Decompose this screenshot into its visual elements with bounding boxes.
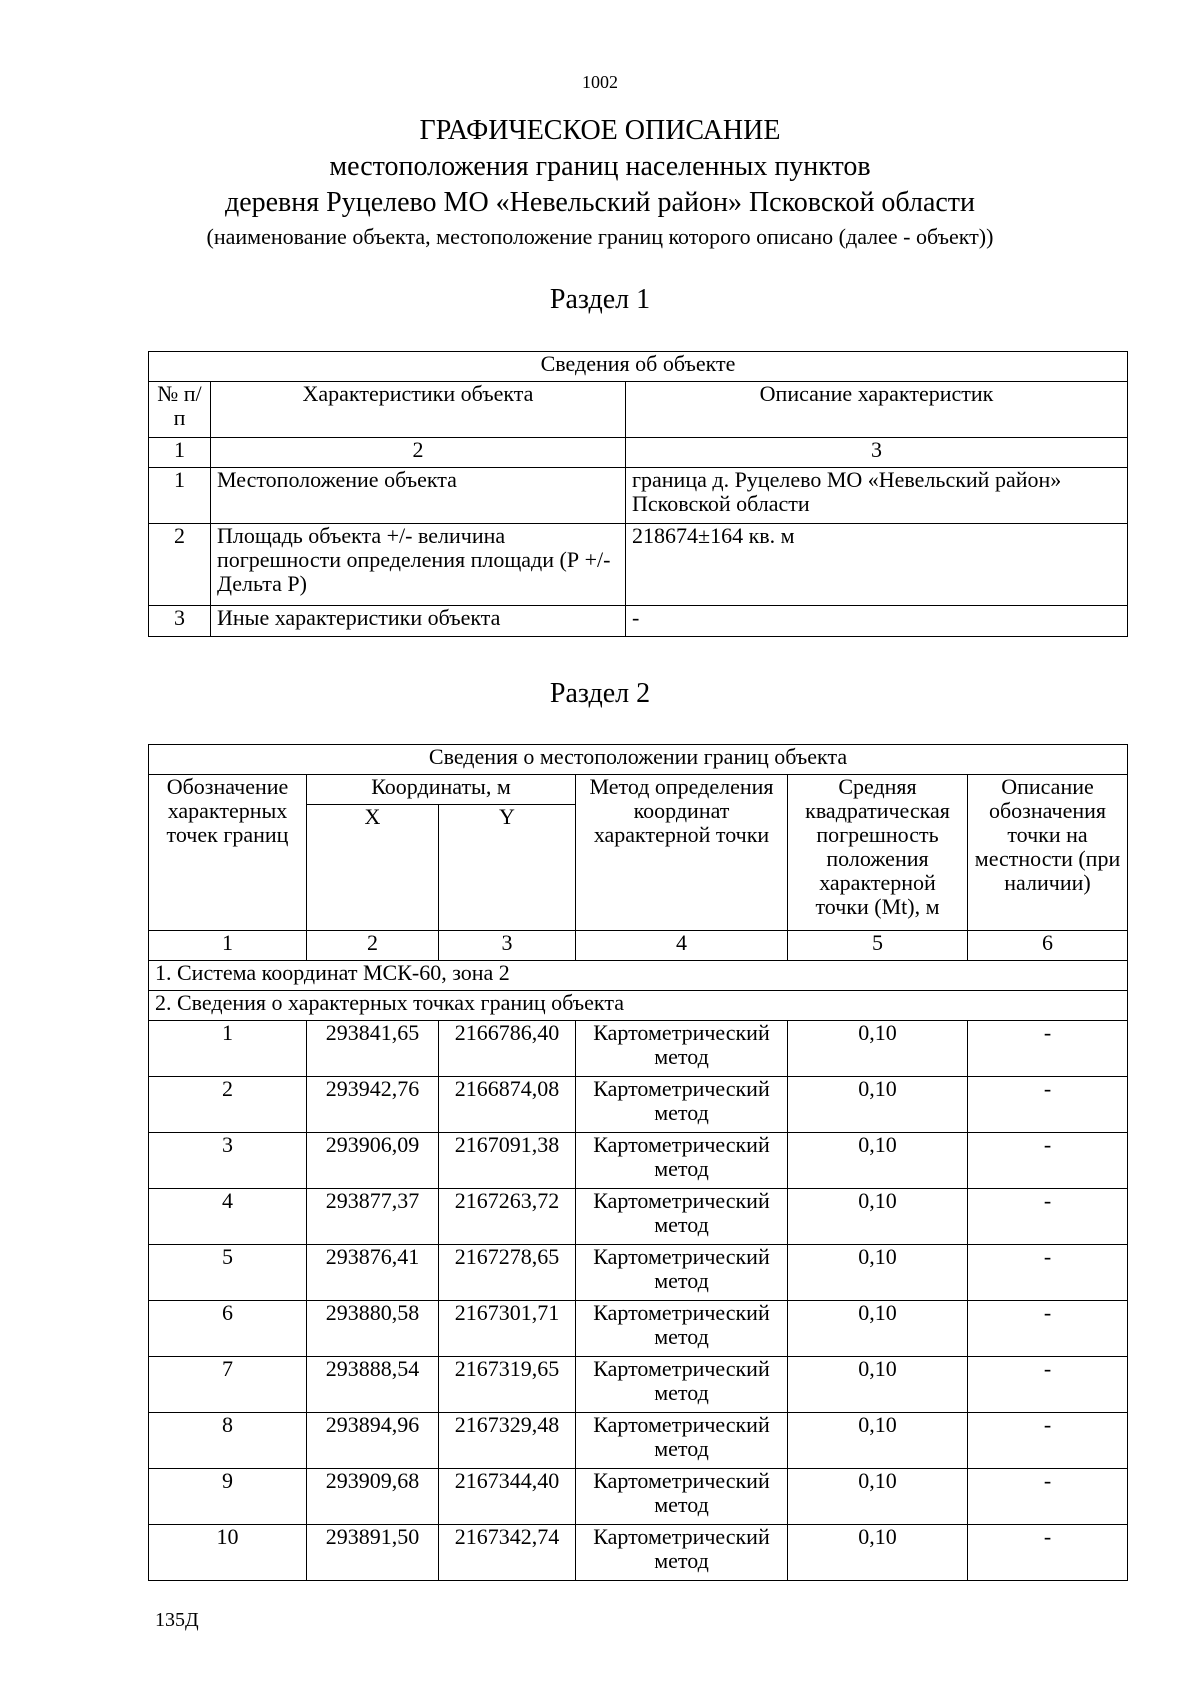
characteristic-name: Иные характеристики объекта [211, 606, 626, 637]
coordinate-x: 293894,96 [307, 1413, 439, 1469]
coordinate-x: 293888,54 [307, 1357, 439, 1413]
point-description: - [968, 1301, 1128, 1357]
coordinate-y: 2167091,38 [439, 1133, 576, 1189]
mean-square-error: 0,10 [788, 1189, 968, 1245]
column-header: Характеристики объекта [211, 382, 626, 438]
method: Картометрический метод [576, 1189, 788, 1245]
column-index: 4 [576, 931, 788, 961]
column-header: Описание характеристик [626, 382, 1128, 438]
coordinate-x: 293909,68 [307, 1469, 439, 1525]
coordinate-x: 293942,76 [307, 1077, 439, 1133]
coordinate-x: 293880,58 [307, 1301, 439, 1357]
method: Картометрический метод [576, 1525, 788, 1581]
method: Картометрический метод [576, 1469, 788, 1525]
row-number: 1 [149, 468, 211, 524]
row-number: 2 [149, 524, 211, 606]
column-header: Y [439, 805, 576, 931]
column-index: 6 [968, 931, 1128, 961]
method: Картометрический метод [576, 1357, 788, 1413]
column-index: 5 [788, 931, 968, 961]
column-index: 2 [211, 438, 626, 468]
coordinate-y: 2166786,40 [439, 1021, 576, 1077]
point-description: - [968, 1357, 1128, 1413]
points-body [149, 1021, 1128, 1581]
row-number: 3 [149, 606, 211, 637]
object-name-note: (наименование объекта, местоположение границ которого описано (далее - объект)) [206, 224, 994, 249]
characteristic-value: 218674±164 кв. м [626, 524, 1128, 606]
coordinate-y: 2167329,48 [439, 1413, 576, 1469]
column-header: Обозначение характерных точек границ [149, 775, 307, 931]
coordinate-y: 2167342,74 [439, 1525, 576, 1581]
point-number: 5 [149, 1245, 307, 1301]
table-caption: Сведения об объекте [149, 352, 1128, 382]
method: Картометрический метод [576, 1301, 788, 1357]
point-number: 3 [149, 1133, 307, 1189]
mean-square-error: 0,10 [788, 1357, 968, 1413]
mean-square-error: 0,10 [788, 1133, 968, 1189]
table-row [149, 468, 1128, 524]
column-index: 1 [149, 931, 307, 961]
point-number: 9 [149, 1469, 307, 1525]
column-index: 1 [149, 438, 211, 468]
table-row [149, 1077, 1128, 1133]
column-index: 2 [307, 931, 439, 961]
point-description: - [968, 1077, 1128, 1133]
characteristic-value: - [626, 606, 1128, 637]
coordinate-system-row: 1. Система координат МСК-60, зона 2 [149, 961, 1128, 991]
column-header: Координаты, м [307, 775, 576, 805]
table-caption: Сведения о местоположении границ объекта [149, 745, 1128, 775]
point-description: - [968, 1133, 1128, 1189]
mean-square-error: 0,10 [788, 1077, 968, 1133]
coordinate-x: 293891,50 [307, 1525, 439, 1581]
point-number: 2 [149, 1077, 307, 1133]
method: Картометрический метод [576, 1413, 788, 1469]
column-index: 3 [626, 438, 1128, 468]
coordinate-x: 293877,37 [307, 1189, 439, 1245]
characteristic-name: Площадь объекта +/- величина погрешности определения площади (Р +/- Дельта Р) [211, 524, 626, 606]
table-row [149, 1357, 1128, 1413]
mean-square-error: 0,10 [788, 1525, 968, 1581]
table-row [149, 1189, 1128, 1245]
method: Картометрический метод [576, 1133, 788, 1189]
method: Картометрический метод [576, 1021, 788, 1077]
point-number: 6 [149, 1301, 307, 1357]
mean-square-error: 0,10 [788, 1469, 968, 1525]
table-row [149, 1021, 1128, 1077]
column-header: Средняя квадратическая погрешность положения характерной точки (Мt), м [788, 775, 968, 931]
column-header: № п/п [149, 382, 211, 438]
table-row [149, 606, 1128, 637]
table-row [149, 1525, 1128, 1581]
point-description: - [968, 1245, 1128, 1301]
column-header: Описание обозначения точки на местности (при наличии) [968, 775, 1128, 931]
point-description: - [968, 1525, 1128, 1581]
document-title-line-2: местоположения границ населенных пунктов [329, 151, 871, 182]
column-index: 3 [439, 931, 576, 961]
method: Картометрический метод [576, 1077, 788, 1133]
coordinate-y: 2167319,65 [439, 1357, 576, 1413]
characteristic-name: Местоположение объекта [211, 468, 626, 524]
mean-square-error: 0,10 [788, 1245, 968, 1301]
column-header: Метод определения координат характерной точки [576, 775, 788, 931]
table-row [149, 1245, 1128, 1301]
section-2-heading: Раздел 2 [549, 678, 651, 709]
table-row [149, 1301, 1128, 1357]
point-number: 10 [149, 1525, 307, 1581]
mean-square-error: 0,10 [788, 1301, 968, 1357]
column-header: X [307, 805, 439, 931]
object-info-table [148, 351, 1128, 637]
mean-square-error: 0,10 [788, 1021, 968, 1077]
point-description: - [968, 1469, 1128, 1525]
table-row [149, 1413, 1128, 1469]
page-number: 1002 [582, 72, 618, 92]
coordinate-y: 2167301,71 [439, 1301, 576, 1357]
coordinate-x: 293876,41 [307, 1245, 439, 1301]
table-row [149, 1469, 1128, 1525]
section-1-heading: Раздел 1 [549, 284, 651, 315]
point-number: 8 [149, 1413, 307, 1469]
boundary-points-table [148, 744, 1128, 1581]
document-title-line-3: деревня Руцелево МО «Невельский район» Псковской области [224, 187, 976, 218]
point-number: 1 [149, 1021, 307, 1077]
table-row [149, 524, 1128, 606]
point-description: - [968, 1413, 1128, 1469]
point-description: - [968, 1189, 1128, 1245]
table-row [149, 1133, 1128, 1189]
footer-code: 135Д [155, 1609, 199, 1631]
document-title: ГРАФИЧЕСКОЕ ОПИСАНИЕ [419, 115, 781, 146]
coordinate-y: 2167278,65 [439, 1245, 576, 1301]
coordinate-y: 2167263,72 [439, 1189, 576, 1245]
coordinate-x: 293841,65 [307, 1021, 439, 1077]
method: Картометрический метод [576, 1245, 788, 1301]
points-section-row: 2. Сведения о характерных точках границ объекта [149, 991, 1128, 1021]
point-description: - [968, 1021, 1128, 1077]
mean-square-error: 0,10 [788, 1413, 968, 1469]
point-number: 4 [149, 1189, 307, 1245]
characteristic-value: граница д. Руцелево МО «Невельский район» Псковской области [626, 468, 1128, 524]
coordinate-x: 293906,09 [307, 1133, 439, 1189]
coordinate-y: 2167344,40 [439, 1469, 576, 1525]
coordinate-y: 2166874,08 [439, 1077, 576, 1133]
point-number: 7 [149, 1357, 307, 1413]
